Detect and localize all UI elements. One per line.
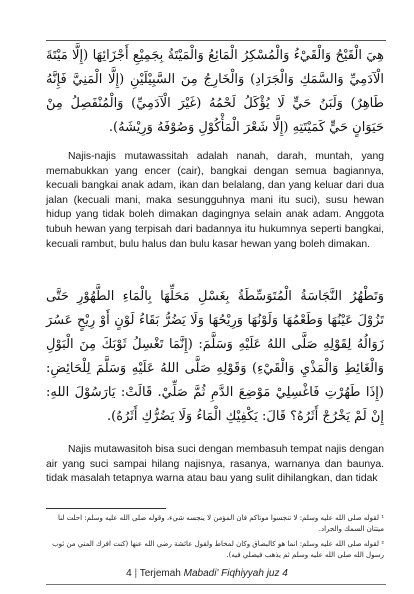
footnote-1: ¹ لقوله صلى الله عليه وسلم: لا تنجسوا موتاكم فان المؤمن لا ينجسه شيء، وقوله صلى الله عليه وسلم: احلت لنا ميتتان السمك والجراد. — [58, 514, 384, 533]
footer-separator: | — [134, 568, 138, 579]
arabic-text-block-1: هِيَ الْقَيْحُ وَالْقَيْءُ وَالْمُسْكِرُ الْمَائِعُ وَالْمَيْتَةُ بِجَمِيْعِ أَجْزَائِهَا (إِلَّا مَيْتَةَ الْآدَمِيِّ وَالسَّمَكِ وَالْجَرَادِ) وَالْخَارِجُ مِنَ السَّبِيْلَيْنِ (إِلَّا الْمَنِيَّ فَإِنَّهُ طَاهِرٌ) وَلَبَنُ حَيٍّ لَا يُؤْكَلُ لَحْمُهُ (غَيْرَ الْآدَمِيِّ) وَالْمُنْفَصِلُ مِنْ حَيَوَانٍ حَيٍّ كَمَيْتَتِهِ (إِلَّا شَعْرَ الْمَأْكُوْلِ وَصُوْفَهُ وَرِيْشَهُ). — [46, 48, 384, 135]
footer-title-prefix: Terjemah — [139, 568, 184, 579]
page-number: 4 — [126, 568, 132, 579]
bottom-divider — [46, 584, 386, 585]
translation-paragraph-2: Najis mutawasitoh bisa suci dengan membasuh tempat najis dengan air yang suci sampai hilang najisnya, rasanya, warnanya dan baunya. tidak masalah tetapnya warna atau bau yang sulit dihilangkan, dan tidak — [46, 444, 384, 485]
translation-paragraph-1: Najis-najis mutawassitah adalah nanah, darah, muntah, yang memabukkan yang encer (cair), bangkai dengan semua bagiannya, kecuali bangkai anak adam, ikan dan belalang, dan yang keluar dari dua jalan (kecuali mani, maka sesungguhnya mani itu suci), susu hewan hidup yang tidak boleh dimakan dagingnya selain anak adam. Anggota tubuh hewan yang terpisah dari badannya itu hukumnya seperti bangkai, kecuali rambut, bulu halus dan bulu kasar hewan yang boleh dimakan. — [46, 151, 384, 250]
top-divider — [46, 40, 386, 41]
footnote-2: ² لقوله صلى الله عليه وسلم: انما هو كالبصاق وكان لمخاط ولقول عائشة رضي الله عنها (كنت افرك المني من ثوب رسول الله صلى الله عليه وسلم ثم يذهب فيصلي فيه). — [52, 540, 384, 559]
footnote-divider — [46, 508, 166, 509]
page-footer — [0, 568, 414, 579]
arabic-text-block-2: وَتَطْهُرُ النَّجَاسَةُ الْمُتَوَسِّطَةُ بِغَسْلِ مَحَلِّهَا بِالْمَاءِ الطَّهُوْرِ حَتَّى تَزُوْلَ عَيْنُهَا وَطَعْمُهَا وَلَوْنُهَا وَرِيْحُهَا وَلَا يَضُرُّ بَقَاءُ لَوْنٍ أَوْ رِيْحٍ عَسُرَ زَوَالُهُ لِقَوْلِهِ صَلَّى اللهُ عَلَيْهِ وَسَلَّمَ: (إِنَّمَا تَغْسِلُ ثَوْبَكَ مِنَ الْبَوْلِ وَالْغَائِطِ وَالْمَذْيِ وَالْقَيْءِ) وَقَوْلِهِ صَلَّى اللهُ عَلَيْهِ وَسَلَّمَ لِلْحَائِضِ: (إِذَا طَهُرْتِ فَاغْسِلِيْ مَوْضِعَ الدَّمِ ثُمَّ صَلِّيْ. قَالَتْ: يَارَسُوْلَ اللهِ: إِنْ لَمْ يَخْرُجْ أَثَرُهُ؟ قَالَ: يَكْفِيْكِ الْمَاءُ وَلَا يَضُرُّكِ أَثَرُهُ). — [46, 289, 384, 424]
footer-book-title: Mabadi' Fiqhiyyah juz 4 — [183, 568, 288, 579]
